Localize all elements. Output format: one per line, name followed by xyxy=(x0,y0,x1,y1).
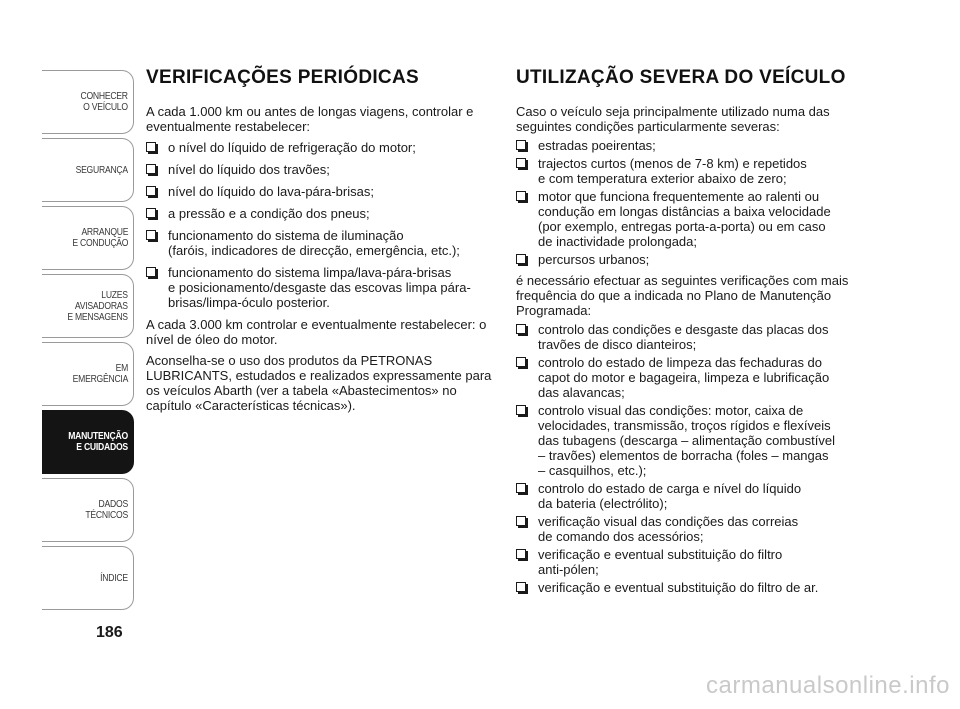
list-item xyxy=(516,514,866,544)
tab-label: CONHECER O VEÍCULO xyxy=(80,90,129,113)
checkbox-bullet-icon xyxy=(516,582,526,592)
severe-use-section xyxy=(516,66,866,601)
list-item xyxy=(146,265,492,310)
tab-em-emergencia[interactable] xyxy=(42,342,134,406)
periodic-checks-section xyxy=(146,66,492,419)
checkbox-bullet-icon xyxy=(516,405,526,415)
checkbox-bullet-icon xyxy=(146,230,156,240)
checkbox-bullet-icon xyxy=(516,140,526,150)
list-item xyxy=(146,206,492,221)
list-item xyxy=(516,138,866,153)
tab-manutencao-e-cuidados[interactable] xyxy=(42,410,134,474)
paragraph-3000km: A cada 3.000 km controlar e eventualmente restabelecer: o nível de óleo do motor. xyxy=(146,317,487,347)
list-item-text: nível do líquido do lava-pára-brisas; xyxy=(168,184,374,199)
checks-list xyxy=(516,322,866,595)
checkbox-bullet-icon xyxy=(146,142,156,152)
list-item-text: controlo do estado de carga e nível do líquido da bateria (electrólito); xyxy=(538,481,802,511)
tab-label: MANUTENÇÃO E CUIDADOS xyxy=(68,430,129,453)
list-item xyxy=(516,481,866,511)
conditions-list xyxy=(516,138,866,267)
checkbox-bullet-icon xyxy=(516,549,526,559)
checkbox-bullet-icon xyxy=(146,208,156,218)
checkbox-bullet-icon xyxy=(146,267,156,277)
list-item-text: a pressão e a condição dos pneus; xyxy=(168,206,370,221)
tab-label: SEGURANÇA xyxy=(75,163,129,176)
list-item xyxy=(516,403,866,478)
section-title: UTILIZAÇÃO SEVERA DO VEÍCULO xyxy=(516,67,846,88)
tab-luzes-avisadoras[interactable] xyxy=(42,274,134,338)
list-item-text: verificação e eventual substituição do filtro de ar. xyxy=(538,580,819,595)
paragraph-petronas: Aconselha-se o uso dos produtos da PETRONAS LUBRICANTS, estudados e realizados expressamente para os veículos Abarth (ver a tabela «Abastecimentos» no capítulo «Características técnicas»). xyxy=(146,353,492,413)
checkbox-bullet-icon xyxy=(516,324,526,334)
list-item-text: funcionamento do sistema de iluminação (faróis, indicadores de direcção, emergência, etc.); xyxy=(168,228,460,258)
tab-label: ÍNDICE xyxy=(100,571,129,584)
list-item xyxy=(516,252,866,267)
tab-seguranca[interactable] xyxy=(42,138,134,202)
chapter-sidebar xyxy=(42,70,134,614)
list-item-text: controlo das condições e desgaste das placas dos travões de disco dianteiros; xyxy=(538,322,829,352)
list-item-text: estradas poeirentas; xyxy=(538,138,656,153)
middle-paragraph: é necessário efectuar as seguintes verificações com mais frequência do que a indicada no Plano de Manutenção Programada: xyxy=(516,273,849,318)
checkbox-bullet-icon xyxy=(516,516,526,526)
list-item-text: nível do líquido dos travões; xyxy=(168,162,330,177)
list-item xyxy=(516,322,866,352)
list-item-text: verificação e eventual substituição do filtro anti-pólen; xyxy=(538,547,783,577)
list-item xyxy=(146,162,492,177)
list-item-text: motor que funciona frequentemente ao ralenti ou condução em longas distâncias a baixa velocidade (por exemplo, entregas porta-a-porta) ou em caso de inactividade prolongada; xyxy=(538,189,831,249)
tab-label: EM EMERGÊNCIA xyxy=(72,362,129,385)
list-item xyxy=(516,547,866,577)
tab-label: DADOS TÉCNICOS xyxy=(85,498,129,521)
list-item-text: controlo visual das condições: motor, caixa de velocidades, transmissão, troços rígidos e flexíveis das tubagens (descarga – alimentação combustível – travões) elementos de borracha (foles – mangas – casquilhos, etc.); xyxy=(538,403,836,478)
intro-paragraph: A cada 1.000 km ou antes de longas viagens, controlar e eventualmente restabelecer: xyxy=(146,104,474,134)
tab-indice[interactable] xyxy=(42,546,134,610)
tab-conhecer-o-veiculo[interactable] xyxy=(42,70,134,134)
list-item-text: percursos urbanos; xyxy=(538,252,650,267)
page-number: 186 xyxy=(96,624,123,641)
checkbox-bullet-icon xyxy=(516,483,526,493)
list-item xyxy=(146,140,492,155)
list-item-text: trajectos curtos (menos de 7-8 km) e repetidos e com temperatura exterior abaixo de zero; xyxy=(538,156,807,186)
checkbox-bullet-icon xyxy=(516,357,526,367)
list-item-text: o nível do líquido de refrigeração do motor; xyxy=(168,140,416,155)
tab-dados-tecnicos[interactable] xyxy=(42,478,134,542)
tab-label: ARRANQUE E CONDUÇÃO xyxy=(72,226,129,249)
checkbox-bullet-icon xyxy=(516,254,526,264)
checkbox-bullet-icon xyxy=(146,186,156,196)
list-item xyxy=(146,228,492,258)
list-item xyxy=(516,156,866,186)
list-item xyxy=(516,189,866,249)
list-item-text: verificação visual das condições das correias de comando dos acessórios; xyxy=(538,514,799,544)
checkbox-bullet-icon xyxy=(516,191,526,201)
tab-arranque-e-conducao[interactable] xyxy=(42,206,134,270)
list-item xyxy=(516,580,866,595)
list-item-text: controlo do estado de limpeza das fechaduras do capot do motor e bagageira, limpeza e lubrificação das alavancas; xyxy=(538,355,830,400)
checkbox-bullet-icon xyxy=(146,164,156,174)
checkbox-bullet-icon xyxy=(516,158,526,168)
watermark: carmanualsonline.info xyxy=(706,672,950,699)
intro-paragraph: Caso o veículo seja principalmente utilizado numa das seguintes condições particularmente severas: xyxy=(516,104,830,134)
list-item xyxy=(516,355,866,400)
list-item-text: funcionamento do sistema limpa/lava-pára-brisas e posicionamento/desgaste das escovas limpa pára- brisas/limpa-óculo posterior. xyxy=(168,265,471,310)
checklist xyxy=(146,140,492,310)
section-title: VERIFICAÇÕES PERIÓDICAS xyxy=(146,67,419,88)
list-item xyxy=(146,184,492,199)
tab-label: LUZES AVISADORAS E MENSAGENS xyxy=(67,288,129,323)
